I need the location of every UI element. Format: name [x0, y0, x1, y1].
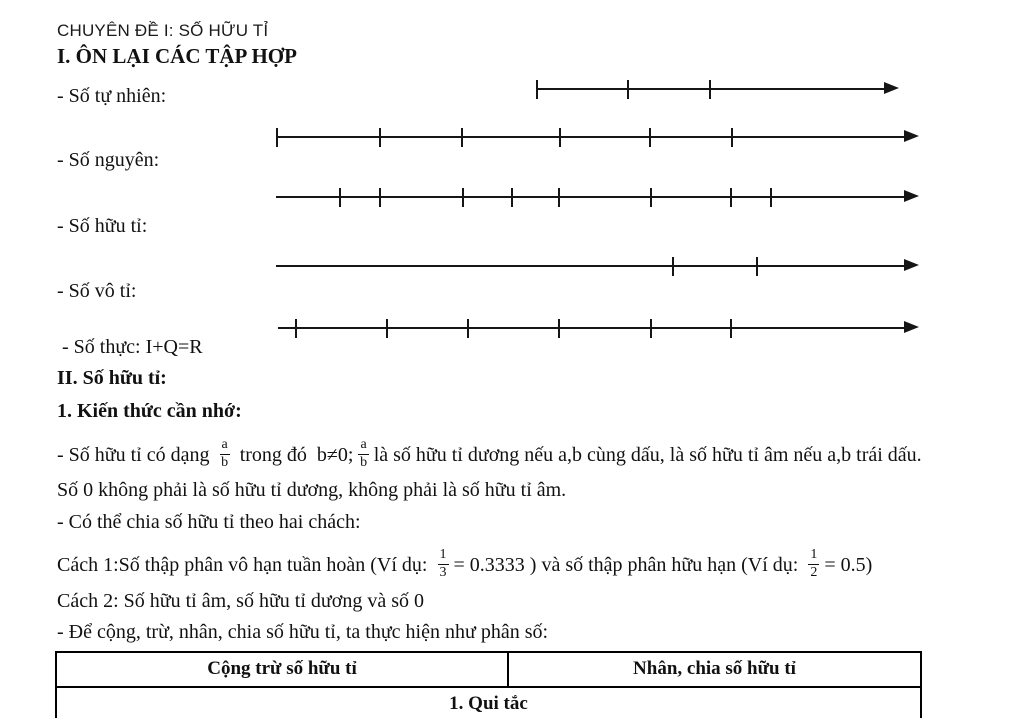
number-line-bar	[537, 88, 892, 90]
fraction-one-third	[438, 548, 449, 580]
paragraph-cach1	[57, 547, 873, 582]
set-label-irrational: - Số vô tỉ:	[57, 280, 137, 302]
set-label-rational: - Số hữu tỉ:	[57, 215, 148, 237]
set-label-natural: - Số tự nhiên:	[57, 85, 167, 107]
rules-table	[55, 651, 922, 718]
tick-mark	[511, 188, 513, 207]
denominator: 3	[439, 564, 447, 580]
table-header-row	[57, 653, 920, 688]
tick-mark	[386, 319, 388, 338]
number-line-bar	[277, 136, 912, 138]
text-segment: = 0.3333 ) và số thập phân hữu hạn (Ví dụ:	[453, 553, 804, 576]
tick-mark	[672, 257, 674, 276]
paragraph-operations: - Để cộng, trừ, nhân, chia số hữu tỉ, ta thực hiện như phân số:	[57, 621, 549, 643]
section1-heading: I. ÔN LẠI CÁC TẬP HỢP	[57, 44, 297, 68]
tick-mark	[756, 257, 758, 276]
tick-mark	[276, 128, 278, 147]
tick-mark	[462, 188, 464, 207]
fraction-a-over-b	[358, 438, 368, 470]
tick-mark	[731, 128, 733, 147]
section2-heading: II. Số hữu tỉ:	[57, 367, 167, 389]
numerator: 1	[808, 548, 819, 565]
tick-mark	[379, 128, 381, 147]
table-header-multiply-divide: Nhân, chia số hữu tỉ	[633, 658, 796, 679]
tick-mark	[730, 188, 732, 207]
tick-mark	[650, 188, 652, 207]
fraction-a-over-b	[220, 438, 230, 470]
paragraph-two-ways: - Có thể chia số hữu tỉ theo hai chách:	[57, 511, 361, 533]
numerator: a	[220, 438, 230, 455]
number-line-bar	[276, 265, 912, 267]
number-line-bar	[276, 196, 912, 198]
tick-mark	[730, 319, 732, 338]
arrow-head	[884, 82, 899, 94]
paragraph-cach2: Cách 2: Số hữu tỉ âm, số hữu tỉ dương và số 0	[57, 590, 424, 612]
tick-mark	[295, 319, 297, 338]
fraction-one-half	[808, 548, 819, 580]
tick-mark	[770, 188, 772, 207]
tick-mark	[709, 80, 711, 99]
text-segment: là số hữu tỉ dương nếu a,b cùng dấu, là số hữu tỉ âm nếu a,b trái dấu.	[373, 443, 922, 466]
denominator: 2	[810, 564, 818, 580]
numerator: a	[358, 438, 368, 455]
set-label-integer: - Số nguyên:	[57, 149, 160, 171]
arrow-head	[904, 259, 919, 271]
text-segment: = 0.5)	[824, 553, 873, 576]
tick-mark	[379, 188, 381, 207]
paragraph-zero-note: Số 0 không phải là số hữu tỉ dương, không phải là số hữu tỉ âm.	[57, 479, 567, 501]
arrow-head	[904, 190, 919, 202]
table-row-qui-tac: 1. Qui tắc	[449, 693, 528, 714]
tick-mark	[627, 80, 629, 99]
tick-mark	[558, 319, 560, 338]
number-line-bar	[278, 327, 912, 329]
table-header-add-subtract: Cộng trừ số hữu tỉ	[57, 653, 509, 686]
tick-mark	[339, 188, 341, 207]
arrow-head	[904, 321, 919, 333]
set-label-real: - Số thực: I+Q=R	[57, 336, 203, 358]
tick-mark	[650, 319, 652, 338]
denominator: b	[221, 454, 229, 470]
arrow-head	[904, 130, 919, 142]
paragraph-rational-form	[57, 437, 922, 472]
tick-mark	[649, 128, 651, 147]
text-segment: trong đó b≠0;	[234, 443, 354, 466]
denominator: b	[360, 454, 368, 470]
tick-mark	[558, 188, 560, 207]
text-segment: - Số hữu tỉ có dạng	[57, 443, 215, 466]
numerator: 1	[438, 548, 449, 565]
text-segment: Cách 1:Số thập phân vô hạn tuần hoàn (Ví dụ:	[57, 553, 433, 576]
tick-mark	[559, 128, 561, 147]
section2-sub1: 1. Kiến thức cần nhớ:	[57, 400, 242, 422]
chapter-kicker: CHUYÊN ĐỀ I: SỐ HỮU TỈ	[57, 21, 269, 40]
tick-mark	[536, 80, 538, 99]
tick-mark	[467, 319, 469, 338]
tick-mark	[461, 128, 463, 147]
